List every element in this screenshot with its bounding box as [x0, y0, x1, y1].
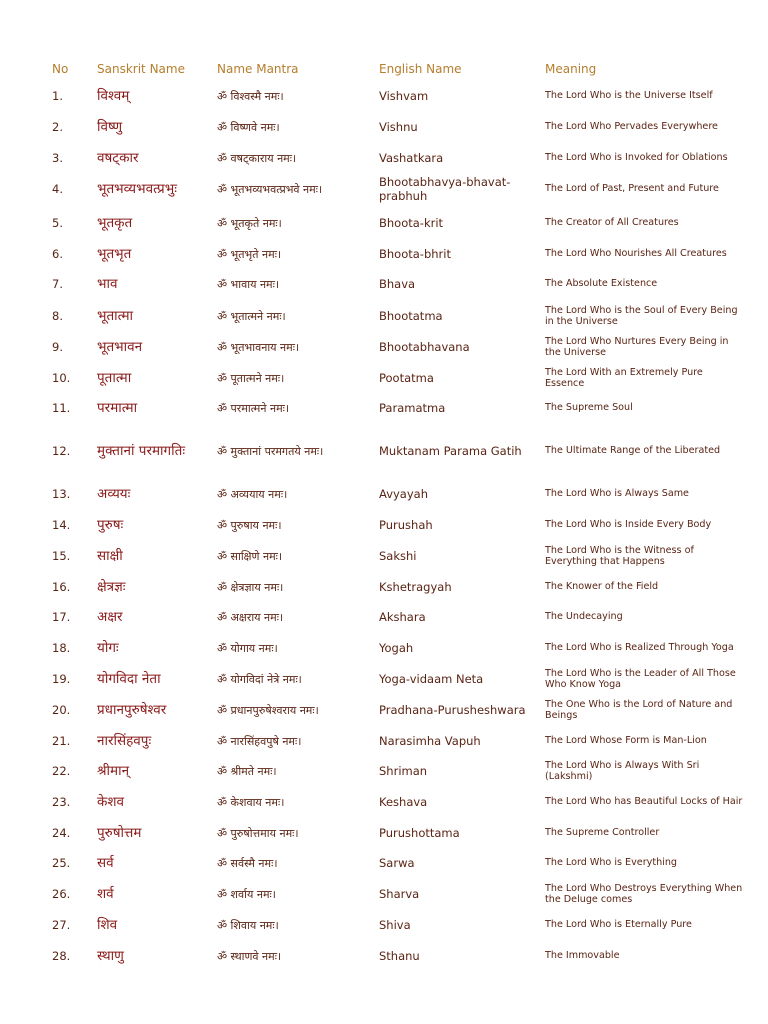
- header-name-mantra: Name Mantra: [217, 62, 299, 76]
- name-mantra: ॐ परमात्मने नमः।: [217, 401, 290, 415]
- name-mantra: ॐ शर्वाय नमः।: [217, 887, 276, 901]
- english-name: Bhootatma: [379, 309, 443, 323]
- english-name: Yogah: [379, 641, 414, 655]
- english-name: Shiva: [379, 918, 411, 932]
- meaning: The Undecaying: [545, 611, 623, 623]
- english-name: Sthanu: [379, 949, 420, 963]
- meaning: The Ultimate Range of the Liberated: [545, 445, 721, 457]
- header-no: No: [52, 62, 69, 76]
- table-row: [0, 239, 768, 269]
- table-row: [0, 756, 768, 786]
- row-number: 4.: [52, 182, 63, 196]
- sanskrit-name: वषट्कार: [97, 150, 139, 166]
- table-row: [0, 143, 768, 173]
- meaning: The Lord of Past, Present and Future: [545, 183, 719, 195]
- row-number: 12.: [52, 444, 71, 458]
- sanskrit-name: भूतात्मा: [97, 308, 134, 324]
- meaning: The Lord Who Pervades Everywhere: [545, 121, 718, 133]
- meaning: The Lord Who is Invoked for Oblations: [545, 152, 728, 164]
- sanskrit-name: श्रीमान्: [97, 763, 130, 779]
- sanskrit-name: भूतभृत: [97, 246, 132, 262]
- table-row: [0, 81, 768, 111]
- meaning: The Lord Whose Form is Man-Lion: [545, 735, 707, 747]
- table-row: [0, 479, 768, 509]
- sanskrit-name: अक्षर: [97, 609, 123, 625]
- english-name: Vishnu: [379, 120, 418, 134]
- meaning: The Lord With an Extremely Pure Essence: [545, 366, 703, 389]
- english-name: Vashatkara: [379, 151, 444, 165]
- table-row: [0, 269, 768, 299]
- row-number: 10.: [52, 371, 71, 385]
- row-number: 14.: [52, 518, 71, 532]
- name-mantra: ॐ भूतभावनाय नमः।: [217, 340, 300, 354]
- meaning: The Lord Who is Always With Sri (Lakshmi): [545, 759, 700, 782]
- header-meaning: Meaning: [545, 62, 597, 76]
- name-mantra: ॐ केशवाय नमः।: [217, 795, 285, 809]
- table-row: [0, 112, 768, 142]
- name-mantra: ॐ भूतभव्यभवत्प्रभवे नमः।: [217, 182, 323, 196]
- row-number: 24.: [52, 826, 71, 840]
- meaning: The Lord Who Nurtures Every Being in the Universe: [545, 335, 729, 358]
- table-row: [0, 363, 768, 393]
- row-number: 13.: [52, 487, 71, 501]
- english-name: Bhoota-krit: [379, 216, 444, 230]
- name-mantra: ॐ नारसिंहवपुषे नमः।: [217, 734, 302, 748]
- name-mantra: ॐ वषट्काराय नमः।: [217, 151, 297, 165]
- sanskrit-name: भूतकृत: [97, 215, 133, 231]
- name-mantra: ॐ विश्वस्मै नमः।: [217, 89, 284, 103]
- name-mantra: ॐ साक्षिणे नमः।: [217, 549, 283, 563]
- sanskrit-name: विश्वम्: [97, 88, 130, 104]
- english-name: Avyayah: [379, 487, 428, 501]
- sanskrit-name: भूतभावन: [97, 339, 143, 355]
- english-name: Bhoota-bhrit: [379, 247, 451, 261]
- table-row: [0, 332, 768, 362]
- name-mantra: ॐ भूतात्मने नमः।: [217, 309, 286, 323]
- sanskrit-name: नारसिंहवपुः: [97, 733, 152, 749]
- english-name: Sakshi: [379, 549, 417, 563]
- sanskrit-name: अव्ययः: [97, 486, 131, 502]
- table-row: [0, 393, 768, 423]
- sanskrit-name: सर्व: [97, 855, 114, 871]
- name-mantra: ॐ अक्षराय नमः।: [217, 610, 284, 624]
- meaning: The Lord Who is Eternally Pure: [545, 919, 692, 931]
- english-name: Bhava: [379, 277, 416, 291]
- name-mantra: ॐ शिवाय नमः।: [217, 918, 279, 932]
- table-row: [0, 510, 768, 540]
- table-row: [0, 726, 768, 756]
- sanskrit-name: परमात्मा: [97, 400, 138, 416]
- english-name: Yoga-vidaam Neta: [379, 672, 484, 686]
- name-mantra: ॐ प्रधानपुरुषेश्वराय नमः।: [217, 703, 319, 717]
- meaning: The Immovable: [545, 950, 620, 962]
- row-number: 2.: [52, 120, 63, 134]
- meaning: The One Who is the Lord of Nature and Beings: [545, 698, 733, 721]
- name-mantra: ॐ भूतकृते नमः।: [217, 216, 282, 230]
- meaning: The Supreme Soul: [545, 402, 633, 414]
- row-number: 7.: [52, 277, 63, 291]
- name-mantra: ॐ मुक्तानां परमगतये नमः।: [217, 444, 324, 458]
- table-row: [0, 848, 768, 878]
- table-row: [0, 541, 768, 571]
- row-number: 21.: [52, 734, 71, 748]
- table-row: [0, 301, 768, 331]
- row-number: 17.: [52, 610, 71, 624]
- name-mantra: ॐ पूतात्मने नमः।: [217, 371, 285, 385]
- english-name: Pootatma: [379, 371, 434, 385]
- table-row: [0, 695, 768, 725]
- name-mantra: ॐ योगविदां नेत्रे नमः।: [217, 672, 302, 686]
- row-number: 23.: [52, 795, 71, 809]
- table-row: [0, 879, 768, 909]
- row-number: 6.: [52, 247, 63, 261]
- meaning: The Lord Who Destroys Everything When the Deluge comes: [545, 882, 743, 905]
- meaning: The Creator of All Creatures: [545, 217, 679, 229]
- sanskrit-name: स्थाणु: [97, 948, 124, 964]
- table-row: [0, 910, 768, 940]
- sanskrit-name: विष्णु: [97, 119, 123, 135]
- name-mantra: ॐ भावाय नमः।: [217, 277, 280, 291]
- name-mantra: ॐ श्रीमते नमः।: [217, 764, 277, 778]
- table-row: [0, 426, 768, 476]
- name-mantra: ॐ पुरुषोत्तमाय नमः।: [217, 826, 299, 840]
- sanskrit-name: पुरुषः: [97, 517, 124, 533]
- english-name: Sharva: [379, 887, 420, 901]
- english-name: Keshava: [379, 795, 428, 809]
- sanskrit-name: मुक्तानां परमागतिः: [97, 443, 186, 459]
- row-number: 15.: [52, 549, 71, 563]
- sanskrit-name: भूतभव्यभवत्प्रभुः: [97, 181, 177, 197]
- meaning: The Lord Who is Realized Through Yoga: [545, 642, 734, 654]
- header-sanskrit-name: Sanskrit Name: [97, 62, 185, 76]
- row-number: 16.: [52, 580, 71, 594]
- table-row: [0, 633, 768, 663]
- english-name: Bhootabhavana: [379, 340, 470, 354]
- table-row: [0, 664, 768, 694]
- name-mantra: ॐ स्थाणवे नमः।: [217, 949, 282, 963]
- english-name: Narasimha Vapuh: [379, 734, 481, 748]
- row-number: 27.: [52, 918, 71, 932]
- row-number: 9.: [52, 340, 63, 354]
- english-name: Shriman: [379, 764, 428, 778]
- sanskrit-name: साक्षी: [97, 548, 123, 564]
- sanskrit-name: योगः: [97, 640, 119, 656]
- english-name: Purushottama: [379, 826, 460, 840]
- name-mantra: ॐ पुरुषाय नमः।: [217, 518, 282, 532]
- name-mantra: ॐ योगाय नमः।: [217, 641, 278, 655]
- row-number: 19.: [52, 672, 71, 686]
- row-number: 3.: [52, 151, 63, 165]
- meaning: The Supreme Controller: [545, 827, 660, 839]
- meaning: The Absolute Existence: [545, 278, 658, 290]
- row-number: 22.: [52, 764, 71, 778]
- row-number: 5.: [52, 216, 63, 230]
- row-number: 25.: [52, 856, 71, 870]
- table-row: [0, 208, 768, 238]
- name-mantra: ॐ अव्ययाय नमः।: [217, 487, 288, 501]
- meaning: The Knower of the Field: [545, 581, 659, 593]
- meaning: The Lord Who is the Leader of All Those Who Know Yoga: [545, 667, 736, 690]
- sanskrit-name: पूतात्मा: [97, 370, 132, 386]
- sanskrit-name: क्षेत्रज्ञः: [97, 579, 126, 595]
- sanskrit-name: भाव: [97, 276, 118, 292]
- english-name: Kshetragyah: [379, 580, 452, 594]
- name-mantra: ॐ सर्वस्मै नमः।: [217, 856, 278, 870]
- sanskrit-name: केशव: [97, 794, 125, 810]
- meaning: The Lord Who is Everything: [545, 857, 677, 869]
- english-name: Akshara: [379, 610, 426, 624]
- english-name: Muktanam Parama Gatih: [379, 444, 522, 458]
- sanskrit-name: योगविदा नेता: [97, 671, 161, 687]
- table-row: [0, 172, 768, 206]
- name-mantra: ॐ विष्णवे नमः।: [217, 120, 280, 134]
- english-name: Paramatma: [379, 401, 446, 415]
- meaning: The Lord Who is the Soul of Every Being in the Universe: [545, 304, 738, 327]
- row-number: 1.: [52, 89, 63, 103]
- row-number: 8.: [52, 309, 63, 323]
- table-row: [0, 787, 768, 817]
- english-name: Bhootabhavya-bhavat-prabhuh: [379, 175, 511, 203]
- row-number: 18.: [52, 641, 71, 655]
- meaning: The Lord Who has Beautiful Locks of Hair: [545, 796, 743, 808]
- row-number: 26.: [52, 887, 71, 901]
- sanskrit-name: प्रधानपुरुषेश्वर: [97, 702, 167, 718]
- english-name: Sarwa: [379, 856, 415, 870]
- name-mantra: ॐ क्षेत्रज्ञाय नमः।: [217, 580, 284, 594]
- english-name: Purushah: [379, 518, 433, 532]
- table-row: [0, 818, 768, 848]
- table-row: [0, 572, 768, 602]
- row-number: 28.: [52, 949, 71, 963]
- row-number: 20.: [52, 703, 71, 717]
- table-row: [0, 941, 768, 971]
- sanskrit-name: शिव: [97, 917, 118, 933]
- meaning: The Lord Who is the Witness of Everything that Happens: [545, 544, 694, 567]
- meaning: The Lord Who Nourishes All Creatures: [545, 248, 727, 260]
- meaning: The Lord Who is the Universe Itself: [545, 90, 713, 102]
- english-name: Vishvam: [379, 89, 429, 103]
- name-mantra: ॐ भूतभृते नमः।: [217, 247, 282, 261]
- header-english-name: English Name: [379, 62, 462, 76]
- meaning: The Lord Who is Always Same: [545, 488, 689, 500]
- table-row: [0, 602, 768, 632]
- sanskrit-name: पुरुषोत्तम: [97, 825, 142, 841]
- sanskrit-name: शर्व: [97, 886, 114, 902]
- row-number: 11.: [52, 401, 71, 415]
- english-name: Pradhana-Purusheshwara: [379, 703, 526, 717]
- meaning: The Lord Who is Inside Every Body: [545, 519, 712, 531]
